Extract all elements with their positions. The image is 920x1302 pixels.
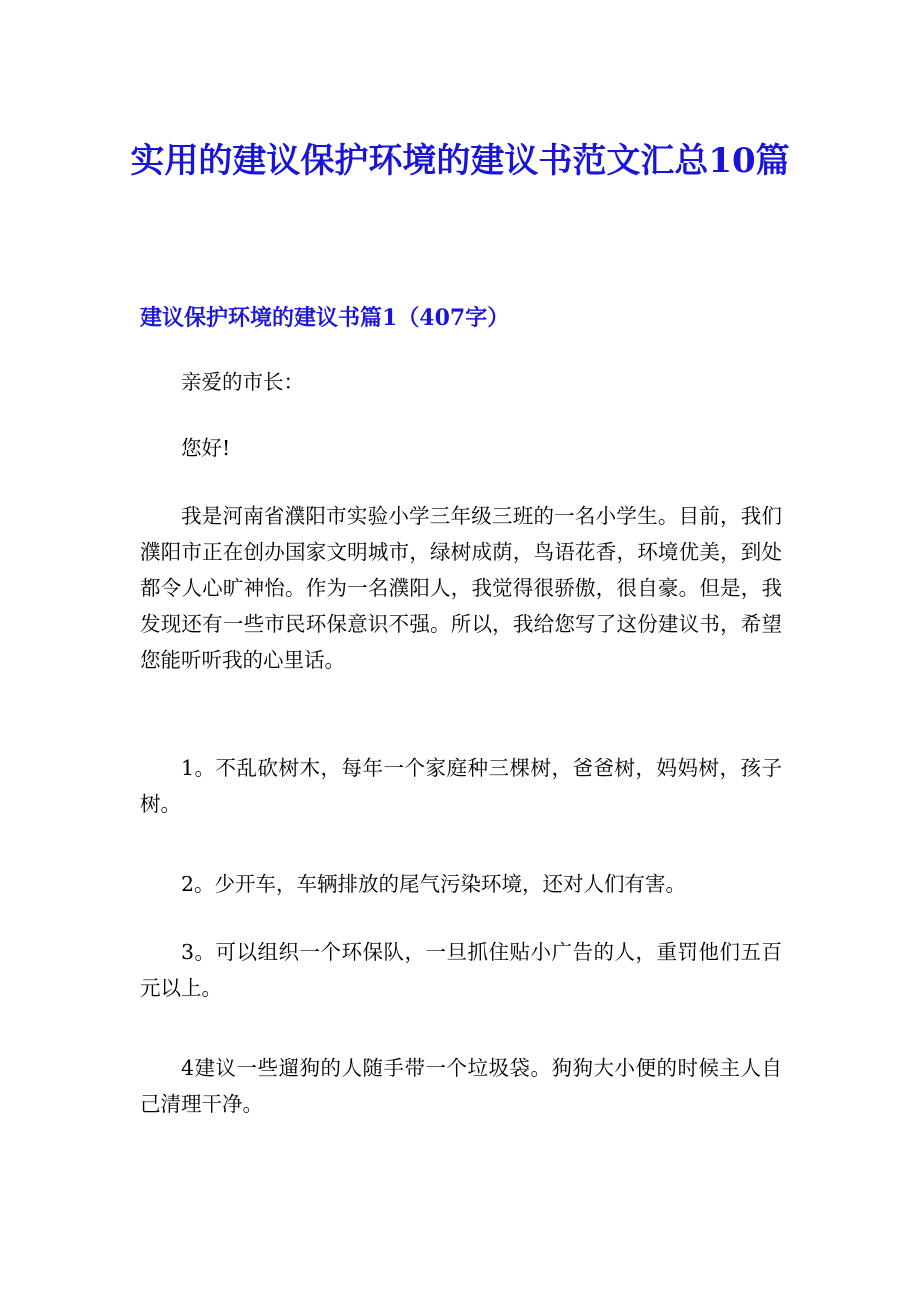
suggestion-item-4: 4建议一些遛狗的人随手带一个垃圾袋。狗狗大小便的时候主人自己清理干净。 (140, 1056, 782, 1116)
letter-body-paragraph: 我是河南省濮阳市实验小学三年级三班的一名小学生。目前，我们濮阳市正在创办国家文明城市，绿树成荫，鸟语花香，环境优美，到处都令人心旷神怡。作为一名濮阳人，我觉得很骄傲，很自豪。但是，我发现还有一些市民环保意识不强。所以，我给您写了这份建议书，希望您能听听我的心里话。 (140, 504, 782, 672)
section-heading: 建议保护环境的建议书篇1（407字） (140, 305, 510, 331)
document-title: 实用的建议保护环境的建议书范文汇总10篇 (130, 141, 790, 181)
suggestion-item-2: 2。少开车，车辆排放的尾气污染环境，还对人们有害。 (181, 872, 687, 896)
letter-salutation: 亲爱的市长： (181, 370, 304, 394)
suggestion-item-3: 3。可以组织一个环保队，一旦抓住贴小广告的人，重罚他们五百元以上。 (140, 940, 782, 1000)
suggestion-item-1: 1。不乱砍树木，每年一个家庭种三棵树，爸爸树，妈妈树，孩子树。 (140, 756, 782, 816)
letter-greeting: 您好! (181, 436, 231, 460)
